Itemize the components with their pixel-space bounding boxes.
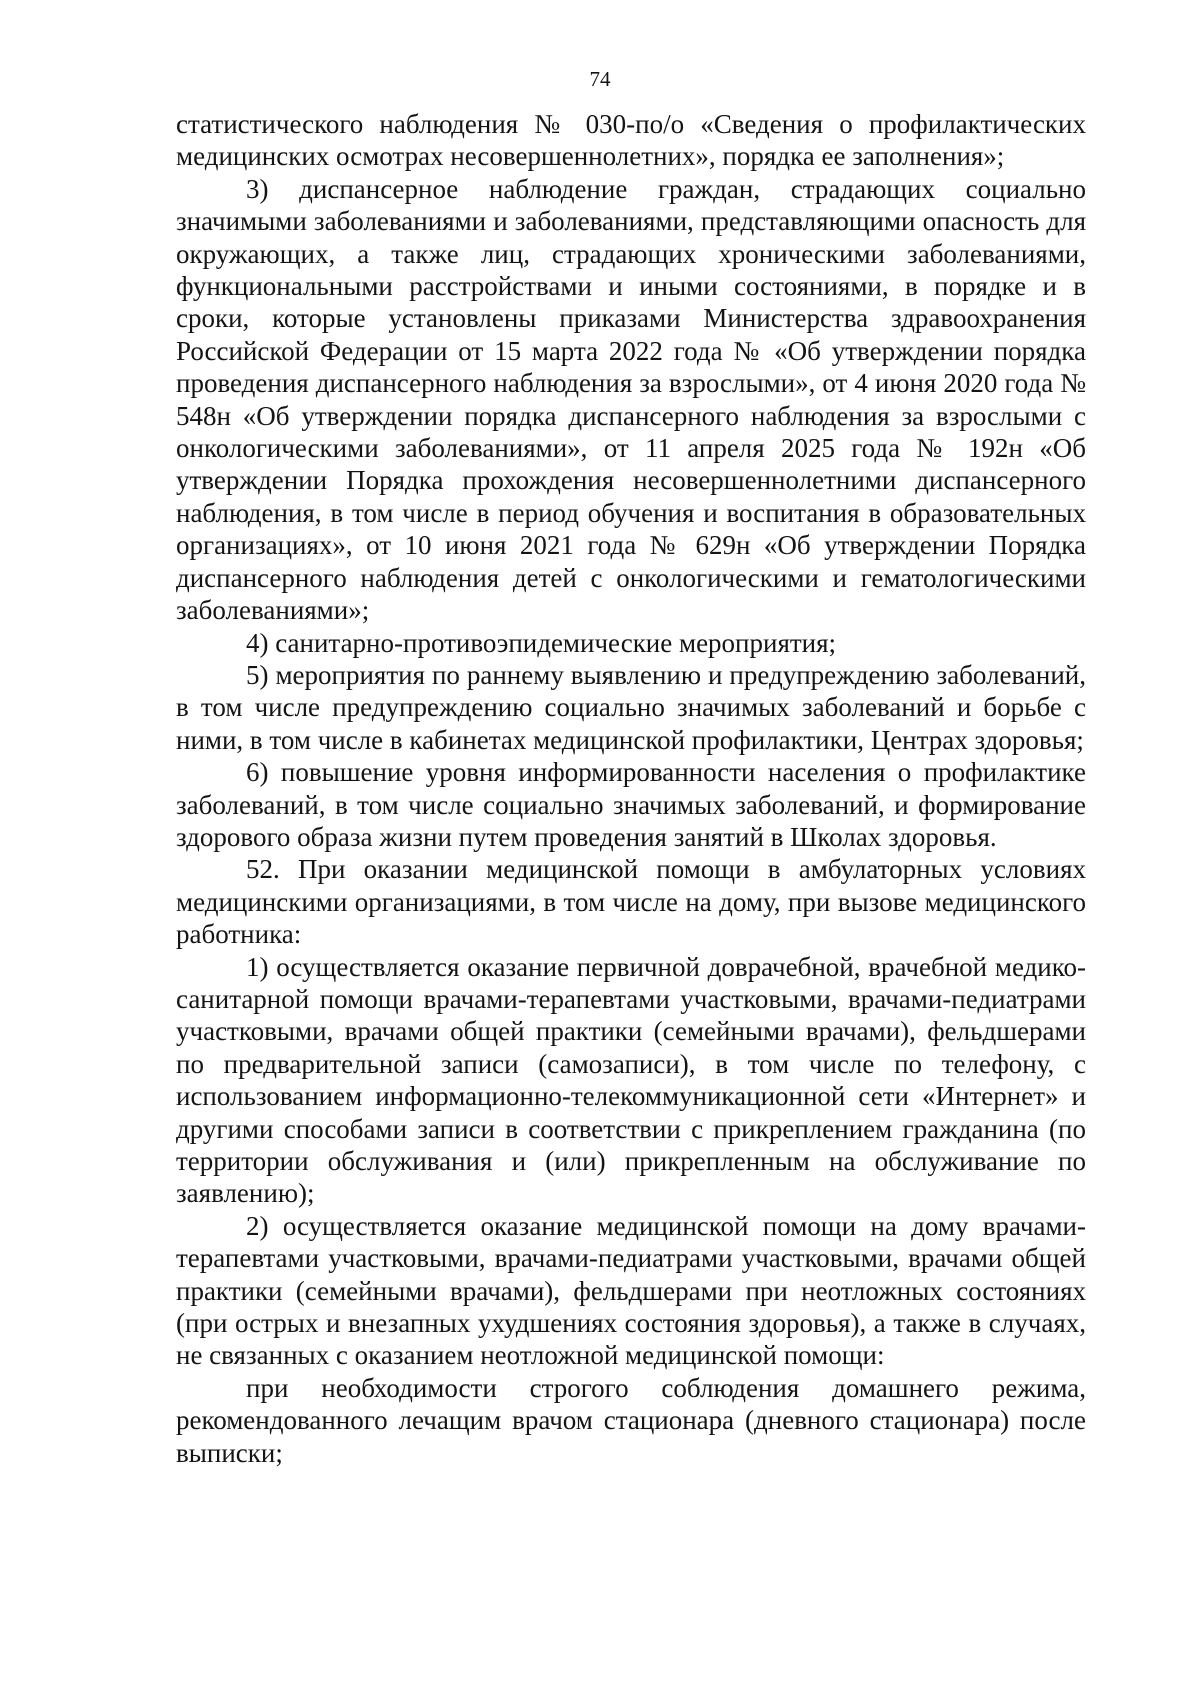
page-number: 74 (589, 67, 611, 91)
document-body (176, 108, 1086, 1469)
paragraph-continuation: статистического наблюдения № 030-по/о «Сведения о профилактических медицинских осмотрах несовершеннолетних», порядка ее заполнения»; (176, 109, 1086, 172)
paragraph-item-5: 5) мероприятия по раннему выявлению и предупреждению заболеваний, в том числе предупреждению социально значимых заболеваний и борьбе с ними, в том числе в кабинетах медицинской профилактики, Центрах здоровья; (176, 659, 1086, 755)
paragraph-clause-52: 52. При оказании медицинской помощи в амбулаторных условиях медицинскими организациями, в том числе на дому, при вызове медицинского работника: (176, 854, 1086, 950)
paragraph-item-3: 3) диспансерное наблюдение граждан, страдающих социально значимыми заболеваниями и заболеваниями, представляющими опасность для окружающих, а также лиц, страдающих хроническими заболеваниями, функциональными расстройствами и иными состояниями, в порядке и в сроки, которые установлены приказами Министерства здравоохранения Российской Федерации от 15 марта 2022 года № «Об утверждении порядка проведения диспансерного наблюдения за взрослыми», от 4 июня 2020 года № 548н «Об утверждении порядка диспансерного наблюдения за взрослыми с онкологическими заболеваниями», от 11 апреля 2025 года № 192н «Об утверждении Порядка прохождения несовершеннолетними диспансерного наблюдения, в том числе в период обучения и воспитания в образовательных организациях», от 10 июня 2021 года № 629н «Об утверждении Порядка диспансерного наблюдения детей с онкологическими и гематологическими заболеваниями»; (176, 173, 1086, 626)
paragraph-clause-52-item-2: 2) осуществляется оказание медицинской помощи на дому врачами-терапевтами участковыми, врачами-педиатрами участковыми, врачами общей практики (семейными врачами), фельдшерами при неотложных состояниях (при острых и внезапных ухудшениях состояния здоровья), а также в случаях, не связанных с оказанием неотложной медицинской помощи: (176, 1210, 1086, 1371)
paragraph-item-4: 4) санитарно-противоэпидемические мероприятия; (246, 627, 837, 658)
paragraph-home-regime: при необходимости строгого соблюдения домашнего режима, рекомендованного лечащим врачом стационара (дневного стационара) после выписки; (176, 1372, 1086, 1468)
paragraph-clause-52-item-1: 1) осуществляется оказание первичной доврачебной, врачебной медико-санитарной помощи врачами-терапевтами участковыми, врачами-педиатрами участковыми, врачами общей практики (семейными врачами), фельдшерами по предварительной записи (самозаписи), в том числе по телефону, с использованием информационно-телекоммуникационной сети «Интернет» и другими способами записи в соответствии с прикреплением гражданина (по территории обслуживания и (или) прикрепленным на обслуживание по заявлению); (176, 951, 1086, 1209)
paragraph-item-6: 6) повышение уровня информированности населения о профилактике заболеваний, в том числе социально значимых заболеваний, и формирование здорового образа жизни путем проведения занятий в Школах здоровья. (176, 757, 1086, 852)
